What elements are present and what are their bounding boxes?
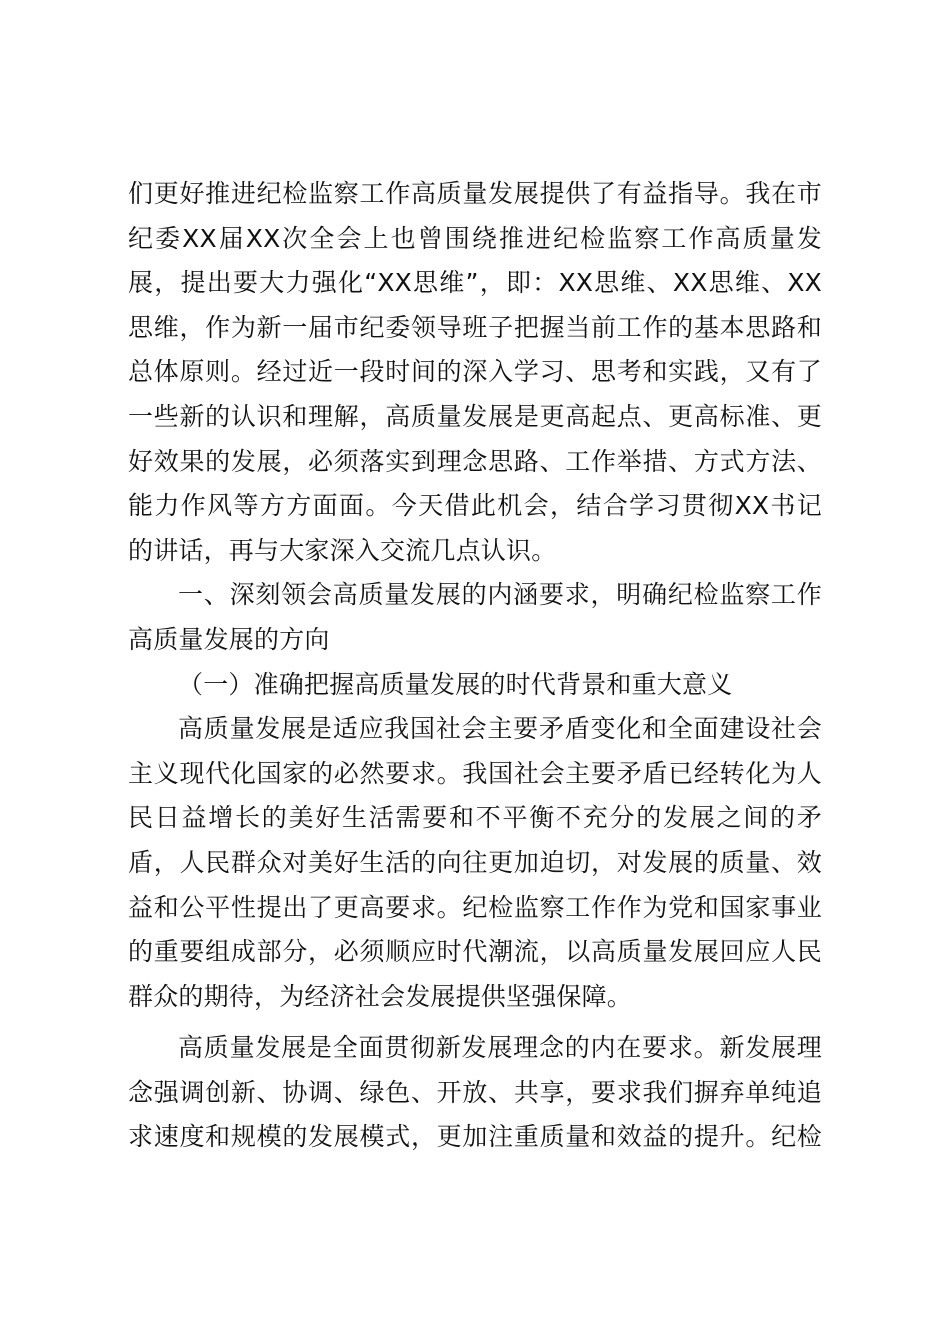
text-line: 纪委XX届XX次全会上也曾围绕推进纪检监察工作高质量发 — [128, 223, 822, 253]
text-line: 群众的期待，为经济社会发展提供坚强保障。 — [128, 981, 633, 1011]
text-line: 主义现代化国家的必然要求。我国社会主要矛盾已经转化为人 — [128, 758, 822, 788]
paragraph-intro — [128, 172, 822, 573]
text-line: 民日益增长的美好生活需要和不平衡不充分的发展之间的矛 — [128, 803, 822, 833]
text-line: 高质量发展是全面贯彻新发展理念的内在要求。新发展理 — [178, 1033, 822, 1063]
text-line: 一些新的认识和理解，高质量发展是更高起点、更高标准、更 — [128, 401, 822, 431]
text-line: 总体原则。经过近一段时间的深入学习、思考和实践，又有了 — [128, 357, 822, 387]
paragraph — [128, 1026, 822, 1160]
paragraph — [128, 707, 822, 1019]
text-line: 念强调创新、协调、绿色、开放、共享，要求我们摒弃单纯追 — [128, 1077, 822, 1107]
heading-line: 高质量发展的方向 — [128, 624, 330, 654]
heading-line: （一）准确把握高质量发展的时代背景和重大意义 — [178, 669, 733, 699]
text-line: 益和公平性提出了更高要求。纪检监察工作作为党和国家事业 — [128, 892, 822, 922]
text-line: 高质量发展是适应我国社会主要矛盾变化和全面建设社会 — [178, 714, 822, 744]
text-line: 思维，作为新一届市纪委领导班子把握当前工作的基本思路和 — [128, 312, 822, 342]
text-line: 能力作风等方方面面。今天借此机会，结合学习贯彻XX书记 — [128, 491, 822, 521]
paragraph-spacer — [128, 1019, 822, 1026]
text-line: 盾，人民群众对美好生活的向往更加迫切，对发展的质量、效 — [128, 847, 822, 877]
text-line: 好效果的发展，必须落实到理念思路、工作举措、方式方法、 — [128, 446, 822, 476]
text-line: 的讲话，再与大家深入交流几点认识。 — [128, 535, 557, 565]
text-line: 们更好推进纪检监察工作高质量发展提供了有益指导。我在市 — [128, 179, 822, 208]
text-line: 展，提出要大力强化“XX思维”，即：XX思维、XX思维、XX — [128, 268, 822, 298]
text-line: 求速度和规模的发展模式，更加注重质量和效益的提升。纪检 — [128, 1122, 822, 1152]
section-heading — [128, 573, 822, 662]
document-body — [128, 172, 822, 1160]
subsection-heading — [128, 663, 822, 708]
heading-line: 一、深刻领会高质量发展的内涵要求，明确纪检监察工作 — [178, 580, 822, 610]
text-line: 的重要组成部分，必须顺应时代潮流，以高质量发展回应人民 — [128, 937, 822, 967]
